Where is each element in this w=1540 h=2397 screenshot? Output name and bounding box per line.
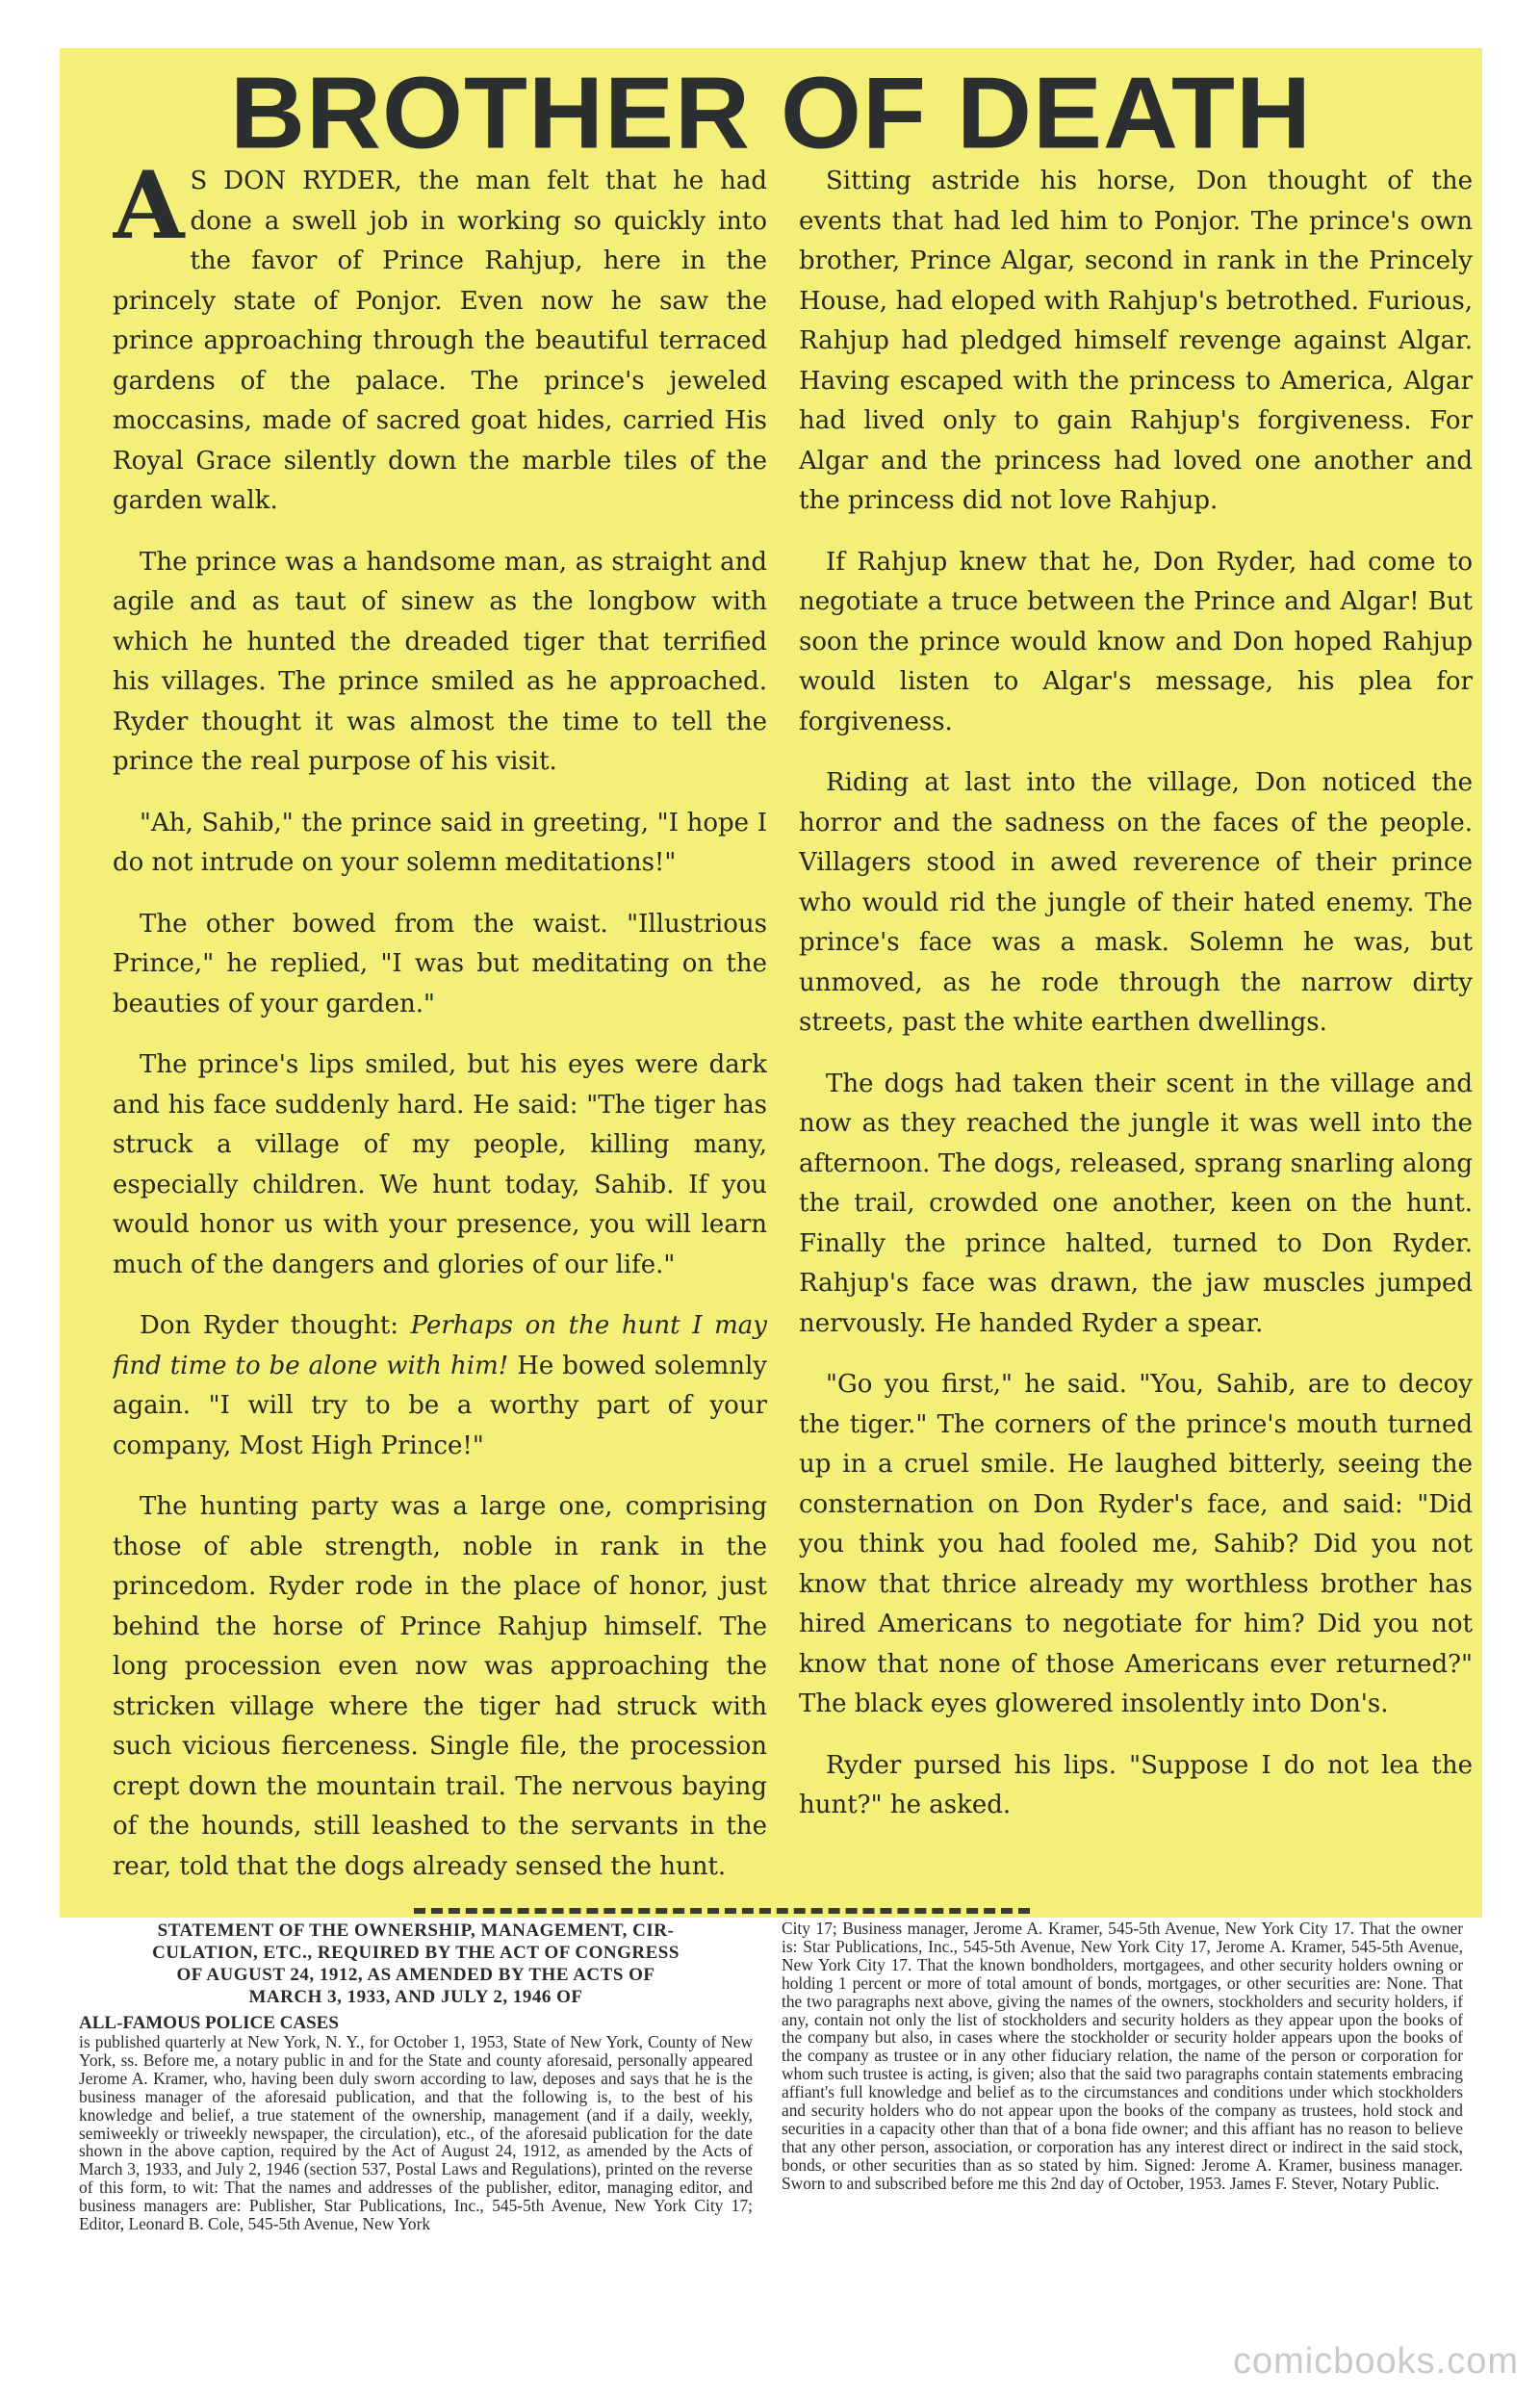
lead-in: S DON RYDER, [190,167,402,195]
story-column-right [799,162,1473,1904]
statement-heading-line: OF AUGUST 24, 1912, AS AMENDED BY THE ACTS OF [176,1965,655,1985]
paragraph: Ryder pursed his lips. "Suppose I do not lea the hunt?" he asked. [799,1750,1473,1819]
paragraph-text: the man felt that he had done a swell job in working so quickly into the favor of Prince Rahjup, here in the princely state of Ponjor. Even now he saw the prince approaching through the beautiful terraced gardens of the palace. The prince's jeweled moccasins, made of sacred goat hides, carried His Royal Grace silently down the marble tiles of the garden walk. [113,167,767,515]
statement-body-left: is published quarterly at New York, N. Y., for October 1, 1953, State of New York, County of New York, ss. Before me, a notary public in and for the State and county aforesaid, personally appeared Jerome A. Kramer, who, having been duly sworn according to law, deposes and says that he is the business manager of the aforesaid publication, and that the following is, to the best of his knowledge and belief, a true statement of the ownership, management (and if a daily, weekly, semiweekly or triweekly newspaper, the circulation), etc., of the aforesaid publication for the date shown in the above caption, required by the Act of August 24, 1912, as amended by the Acts of March 3, 1933, and July 2, 1946 (section 537, Postal Laws and Regulations), printed on the reverse of this form, to wit: That the names and addresses of the publisher, editor, managing editor, and business managers are: Publisher, Star Publications, Inc., 545-5th Avenue, New York City 17; Editor, Leonard B. Cole, 545-5th Avenue, New York [79,2032,753,2234]
story-title: BROTHER OF DEATH [230,55,1312,169]
paragraph: If Rahjup knew that he, Don Ryder, had come to negotiate a truce between the Prince and Algar! But soon the prince would know and Don hoped Rahjup would listen to Algar's message, his plea for forgiveness. [799,547,1473,736]
paragraph-text: Don Ryder thought: [140,1311,411,1340]
statement-heading-line: MARCH 3, 1933, AND JULY 2, 1946 OF [248,1987,583,2007]
paragraph: The dogs had taken their scent in the village and now as they reached the jungle it was well into the afternoon. The dogs, released, sprang snarling along the trail, crowded one another, keen on the hunt. Finally the prince halted, turned to Don Ryder. Rahjup's face was drawn, the jaw muscles jumped nervously. He handed Ryder a spear. [799,1069,1473,1338]
publication-name: ALL-FAMOUS POLICE CASES [79,2013,339,2033]
watermark: comicbooks.com [1233,2341,1519,2382]
story-panel [60,48,1482,1918]
statement-column-right [782,1920,1463,2193]
italic-thought: Perhaps on the hunt I may find time to be alone with him! [113,1311,767,1380]
paragraph: The other bowed from the waist. "Illustrious Prince," he replied, "I was but meditating on the beauties of your garden." [113,909,767,1018]
statement-heading-line: CULATION, ETC., REQUIRED BY THE ACT OF CONGRESS [152,1943,680,1963]
paragraph: Sitting astride his horse, Don thought of the events that had led him to Ponjor. The prince's own brother, Prince Algar, second in rank in the Princely House, had eloped with Rahjup's betrothed. Furious, Rahjup had pledged himself revenge against Algar. Having escaped with the princess to America, Algar had lived only to gain Rahjup's forgiveness. For Algar and the princess had loved one another and the princess did not love Rahjup. [799,167,1473,515]
paragraph: "Ah, Sahib," the prince said in greeting, "I hope I do not intrude on your solemn meditations!" [113,808,767,877]
paragraph: Riding at last into the village, Don noticed the horror and the sadness on the faces of the people. Villagers stood in awed reverence of their prince who would rid the jungle of their hated enemy. The prince's face was a mask. Solemn he was, but unmoved, as he rode through the narrow dirty streets, past the white earthen dwellings. [799,768,1473,1037]
drop-cap: A [113,162,185,260]
paragraph: The prince's lips smiled, but his eyes were dark and his face suddenly hard. He said: "The tiger has struck a village of my people, killing many, especially children. We hunt today, Sahib. If you would honor us with your presence, you will learn much of the dangers and glories of our life." [113,1050,767,1279]
statement-column-left [79,1920,753,2233]
statement-heading [79,1920,753,2008]
statement-heading-line: STATEMENT OF THE OWNERSHIP, MANAGEMENT, CIR- [157,1920,675,1941]
paragraph: The prince was a handsome man, as straight and agile and as taut of sinew as the longbow with which he hunted the dreaded tiger that terrified his villages. The prince smiled as he approached. Ryder thought it was almost the time to tell the prince the real purpose of his visit. [113,547,767,776]
story-column-left [113,162,767,1904]
paragraph [113,162,767,522]
paragraph: "Go you first," he said. "You, Sahib, are to decoy the tiger." The corners of the prince's mouth turned up in a cruel smile. He laughed bitterly, seeing the consternation on Don Ryder's face, and said: "Did you think you had fooled me, Sahib? Did you not know that thrice already my worthless brother has hired Americans to negotiate for him? Did you not know that none of those Americans ever returned?" The black eyes glowered insolently into Don's. [799,1370,1473,1718]
paragraph-text: He bowed solemnly again. "I will try to be a worthy part of your company, Most High Prince!" [113,1351,767,1460]
paragraph [113,1306,767,1466]
paragraph: The hunting party was a large one, comprising those of able strength, noble in rank in the princedom. Ryder rode in the place of honor, just behind the horse of Prince Rahjup himself. The long procession even now was approaching the stricken village where the tiger had struck with such vicious fierceness. Single file, the procession crept down the mountain trail. The nervous baying of the hounds, still leashed to the servants in the rear, told that the dogs already sensed the hunt. [113,1492,767,1881]
statement-body-right: City 17; Business manager, Jerome A. Kramer, 545-5th Avenue, New York City 17. That the owner is: Star Publications, Inc., 545-5th Avenue, New York City 17, Jerome A. Kramer, 545-5th Avenue, New York City 17. That the known bondholders, mortgagees, and other security holders owning or holding 1 percent or more of total amount of bonds, mortgages, or other securities are: None. That the two paragraphs next above, giving the names of the owners, stockholders and security holders, if any, contain not only the list of stockholders and security holders as they appear upon the books of the company but also, in cases where the stockholder or security holder appears upon the books of the company as trustee or in any other fiduciary relation, the name of the person or corporation for whom such trustee is acting, is given; also that the said two paragraphs contain statements embracing affiant's full knowledge and belief as to the circumstances and conditions under which stockholders and security holders who do not appear upon the books of the company as trustees, hold stock and securities in a capacity other than that of a bona fide owner; and this affiant has no reason to believe that any other person, association, or corporation has any interest direct or indirect in the said stock, bonds, or other securities than as so stated by him. Signed: Jerome A. Kramer, business manager. Sworn to and subscribed before me this 2nd day of October, 1953. James F. Stever, Notary Public. [782,1919,1463,2193]
